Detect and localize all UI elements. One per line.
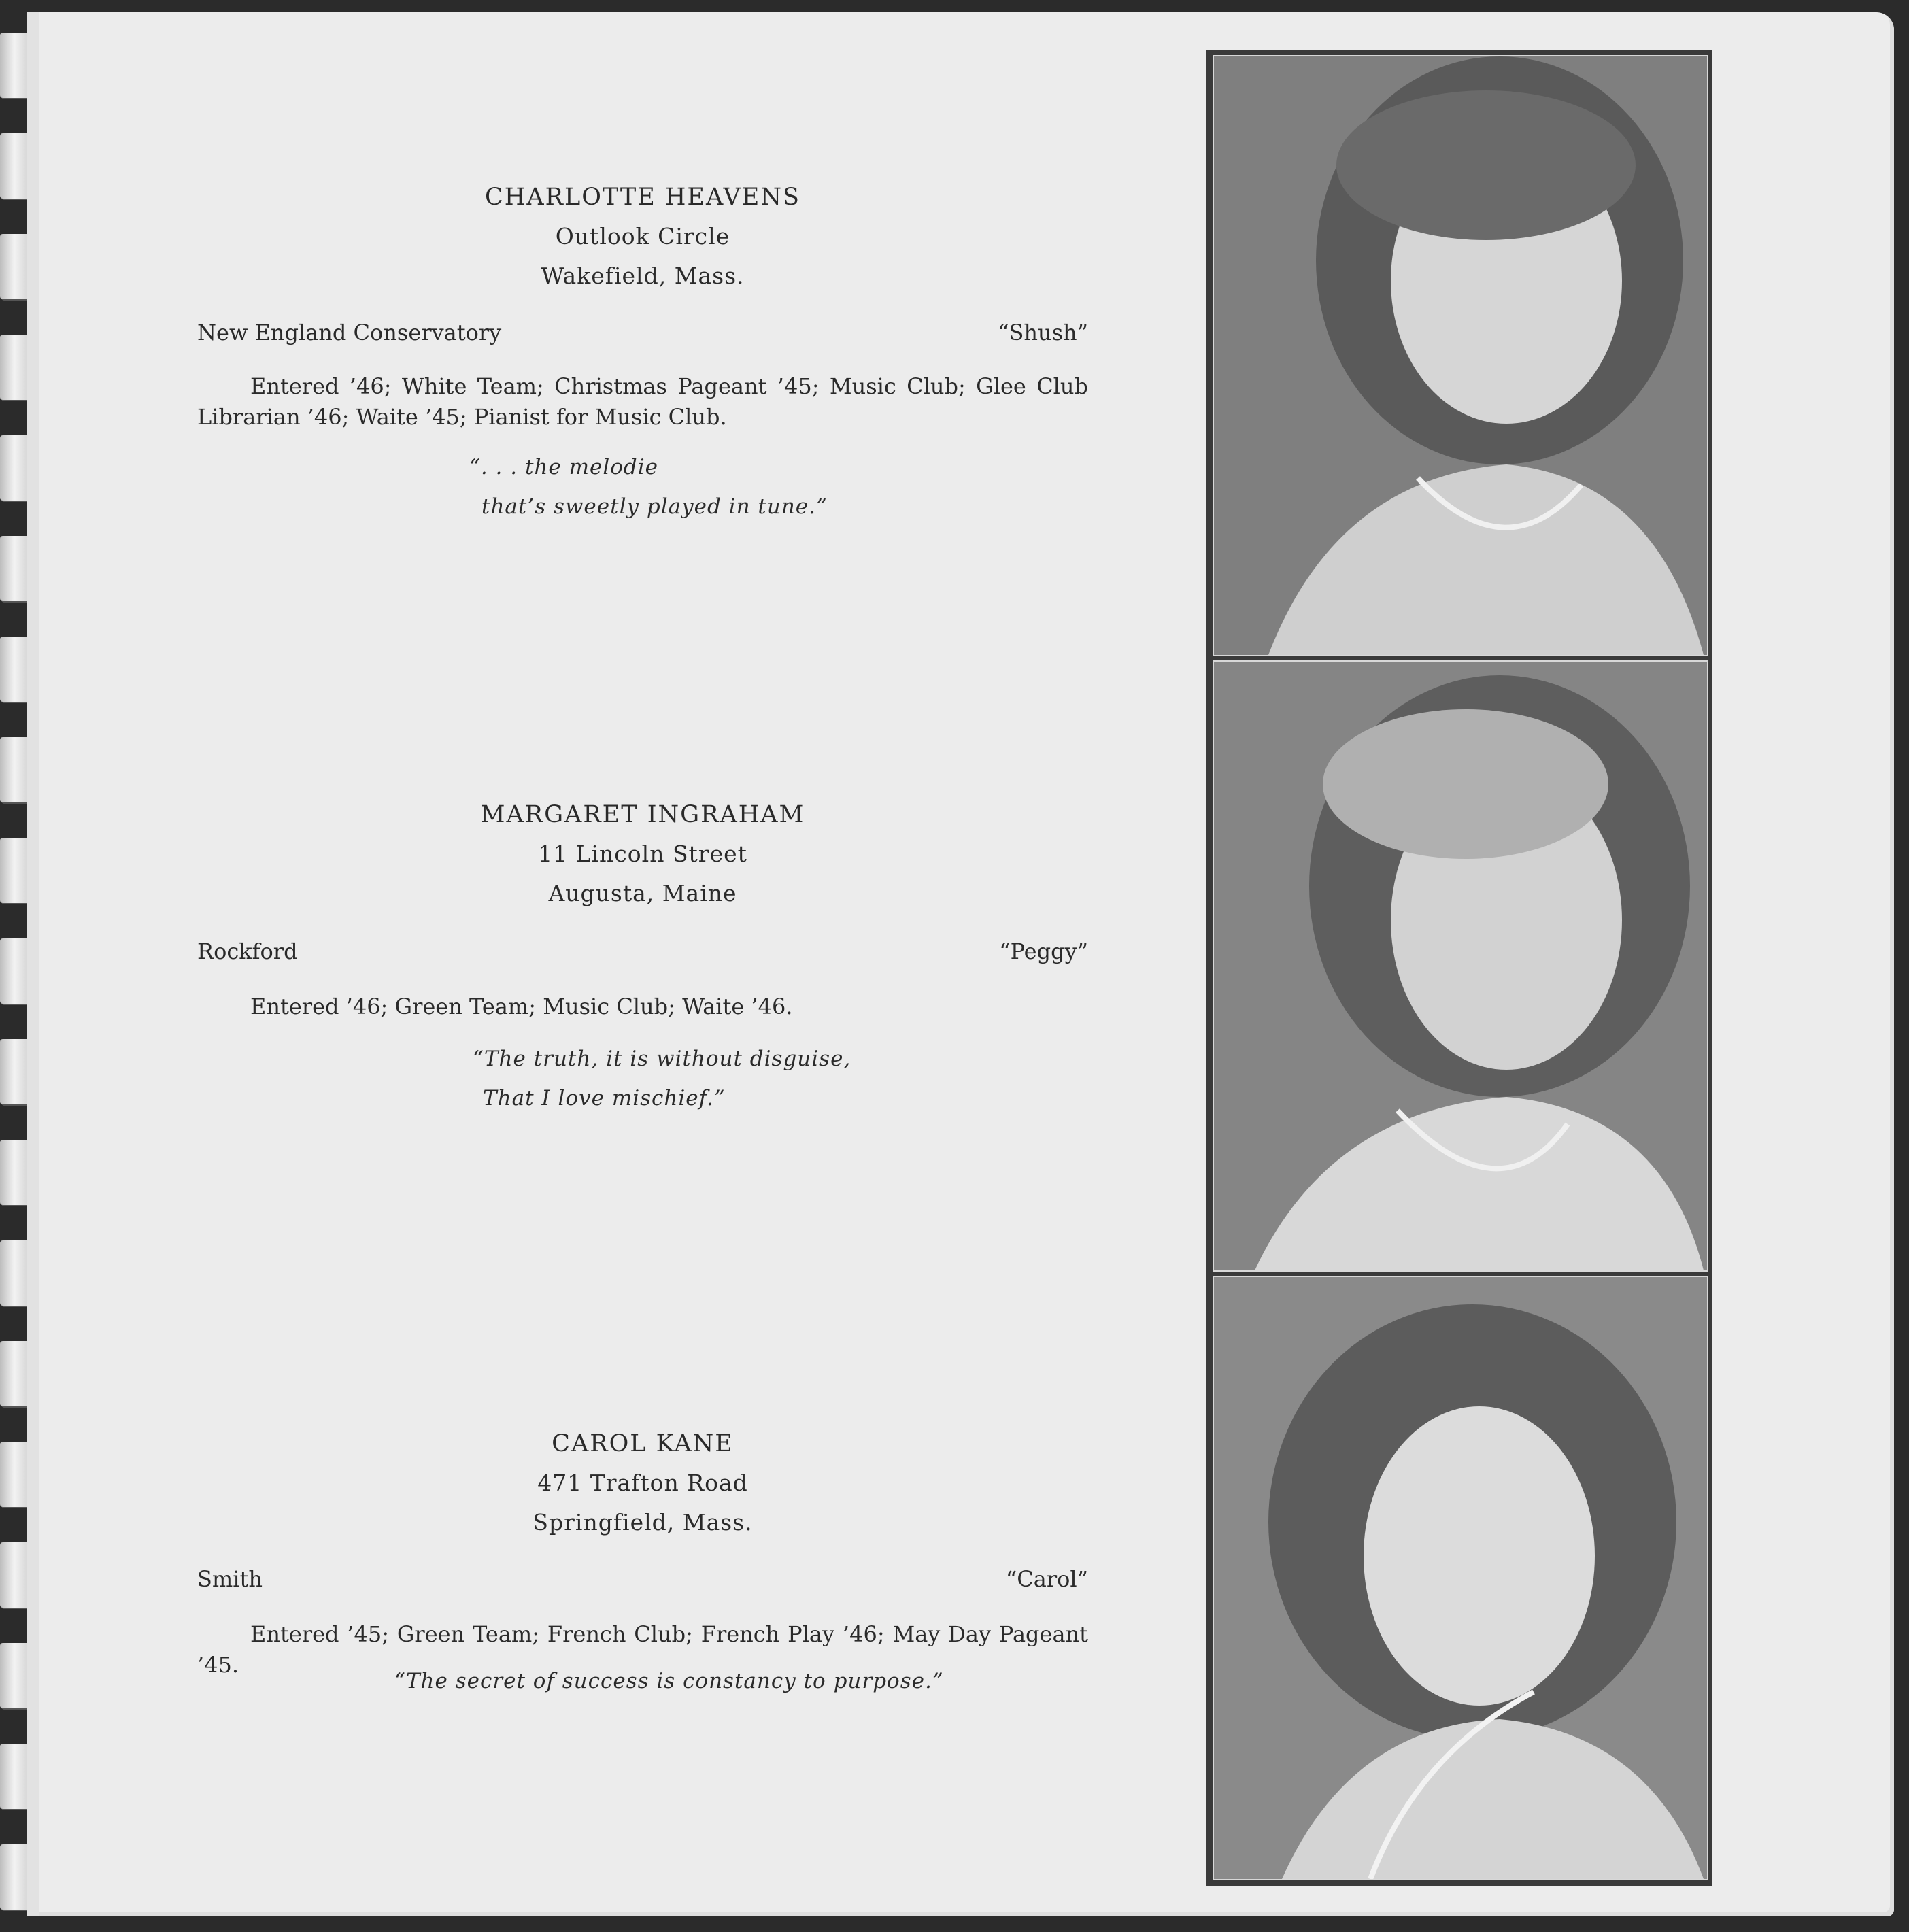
student-name: MARGARET INGRAHAM	[480, 801, 805, 828]
college: Smith	[197, 1566, 263, 1592]
quote-line-2: That I love mischief.”	[483, 1086, 726, 1111]
activities: Entered ’45; Green Team; French Club; French Play ’46; May Day Pageant ’45.	[197, 1621, 1088, 1678]
entry-charlotte-heavens	[197, 169, 1088, 522]
address-line-2: Augusta, Maine	[548, 880, 737, 906]
address-line-2: Wakefield, Mass.	[541, 262, 745, 289]
nickname: “Carol”	[1005, 1566, 1088, 1592]
activities: Entered ’46; Green Team; Music Club; Waite ’46.	[250, 994, 793, 1019]
nickname: “Shush”	[998, 320, 1088, 345]
portrait-strip	[1206, 50, 1712, 1886]
activities: Entered ’46; White Team; Christmas Pageant ’45; Music Club; Glee Club Librarian ’46; Waite ’45; Pianist for Music Club.	[197, 373, 1088, 430]
yearbook-page	[27, 12, 1894, 1916]
portrait-photo-1	[1213, 55, 1708, 656]
student-name: CAROL KANE	[552, 1430, 734, 1457]
quote-line-1: “The truth, it is without disguise,	[473, 1047, 851, 1071]
nickname: “Peggy”	[999, 938, 1088, 964]
quote-line-2: that’s sweetly played in tune.”	[482, 494, 828, 519]
address-line-1: 11 Lincoln Street	[538, 841, 747, 867]
entry-margaret-ingraham	[197, 794, 1088, 1134]
portrait-image	[1214, 1277, 1707, 1879]
portrait-photo-2	[1213, 660, 1708, 1272]
address-line-1: Outlook Circle	[555, 223, 730, 250]
quote-line-1: “. . . the melodie	[469, 455, 659, 479]
portrait-image	[1214, 56, 1707, 655]
college: Rockford	[197, 938, 298, 964]
student-name: CHARLOTTE HEAVENS	[485, 184, 800, 211]
entry-carol-kane	[197, 1423, 1088, 1736]
address-line-2: Springfield, Mass.	[533, 1509, 753, 1536]
address-line-1: 471 Trafton Road	[537, 1470, 748, 1496]
college: New England Conservatory	[197, 320, 502, 345]
page-edge	[27, 12, 39, 1916]
portrait-image	[1214, 662, 1707, 1270]
portrait-photo-3	[1213, 1276, 1708, 1880]
quote-line-1: “The secret of success is constancy to purpose.”	[394, 1669, 944, 1693]
